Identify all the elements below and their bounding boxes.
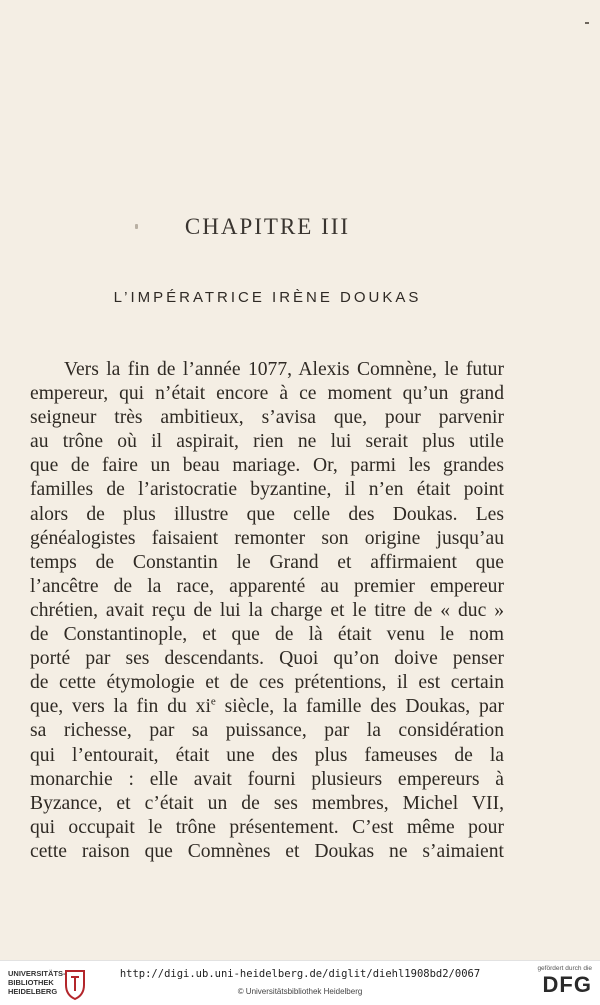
superscript: e <box>210 695 216 708</box>
logo-text-line: HEIDELBERG <box>8 987 58 996</box>
text-line: seigneur très ambitieux, s’avisa que, pour parvenir <box>30 407 504 429</box>
text-line: empereur, qui n’était encore à ce moment qu’un grand <box>30 383 504 405</box>
text-line: Vers la fin de l’année 1077, Alexis Comnène, le futur <box>64 359 504 380</box>
body-text <box>30 358 504 864</box>
text-line: de cette étymologie et de ces prétentions, il est certain <box>30 672 504 694</box>
logo-text-line: BIBLIOTHEK <box>8 978 54 987</box>
logo-text-line: UNIVERSITÄTS- <box>8 969 66 978</box>
dfg-wordmark: DFG <box>542 972 592 997</box>
text-line: Byzance, et c’était un de ses membres, Michel VII, <box>30 792 504 814</box>
permalink-url[interactable]: http://digi.ub.uni-heidelberg.de/diglit/diehl1908bd2/0067 <box>119 968 481 980</box>
text-line: que de faire un beau mariage. Or, parmi les grandes <box>30 455 504 477</box>
dfg-logo[interactable] <box>532 965 592 1001</box>
footer-bar <box>0 960 600 1005</box>
text-line: cette raison que Comnènes et Doukas ne s’aimaient <box>30 840 504 862</box>
chapter-heading: CHAPITRE III <box>184 214 351 239</box>
text-segment: que, vers la fin du xi <box>30 696 211 718</box>
text-line: qui l’entourait, était une des plus fameuses de la <box>30 744 504 766</box>
dfg-caption: gefördert durch die <box>537 965 592 972</box>
text-line: l’ancêtre de la race, apparenté au premier empereur <box>30 575 504 597</box>
text-line: porté par ses descendants. Quoi qu’on doive penser <box>30 648 504 670</box>
text-line: chrétien, avait reçu de lui la charge et le titre de « duc » <box>30 599 504 621</box>
text-line: au trône où il aspirait, rien ne lui serait plus utile <box>30 431 504 453</box>
page-mark <box>585 22 589 24</box>
text-line-with-superscript <box>30 695 504 719</box>
text-line: qui occupait le trône présentement. C’est même pour <box>30 816 504 838</box>
copyright-notice: © Universitätsbibliothek Heidelberg <box>237 987 363 996</box>
chapter-title: L’IMPÉRATRICE IRÈNE DOUKAS <box>113 289 422 306</box>
text-line: sa richesse, par sa puissance, par la considération <box>30 720 504 742</box>
text-line: alors de plus illustre que celle des Doukas. Les <box>30 503 504 525</box>
text-line: généalogistes faisaient remonter son origine jusqu’au <box>30 527 504 549</box>
text-segment: siècle, la famille des Doukas, par <box>215 696 504 718</box>
text-line: temps de Constantin le Grand et affirmaient que <box>30 551 504 573</box>
text-line: monarchie : elle avait fourni plusieurs empereurs à <box>30 768 504 790</box>
text-line: familles de l’aristocratie byzantine, il n’en était point <box>30 479 504 501</box>
text-line: de Constantinople, et que de là était venu le nom <box>30 624 504 646</box>
